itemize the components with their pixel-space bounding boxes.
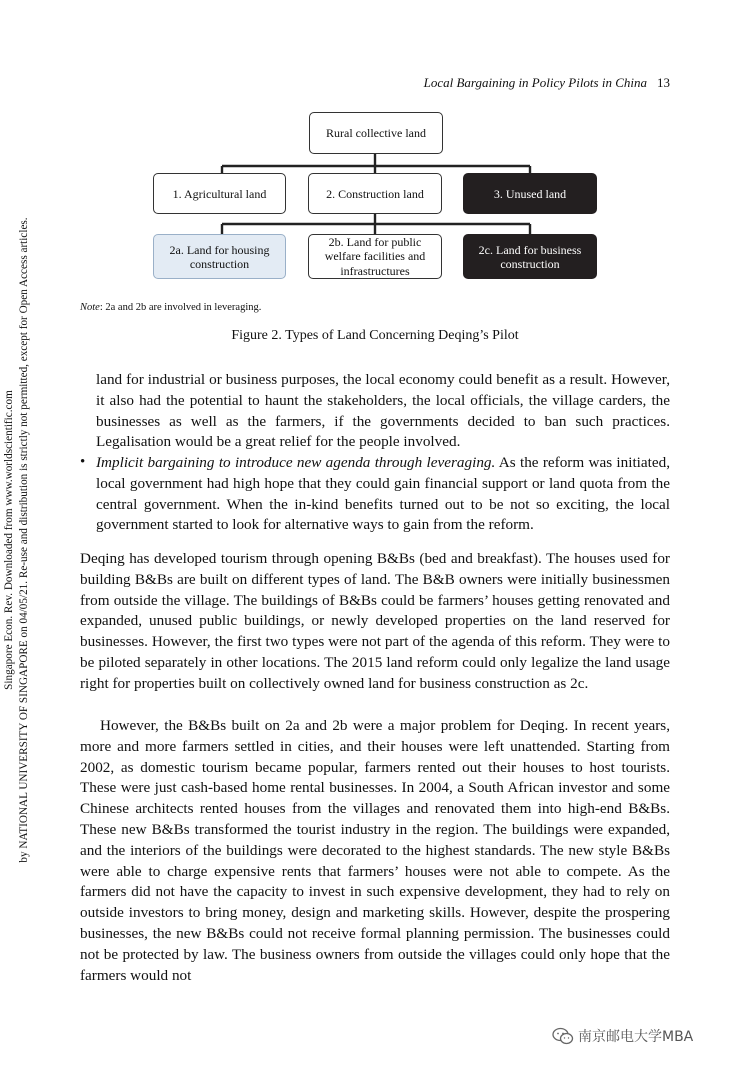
running-title: Local Bargaining in Policy Pilots in China: [423, 75, 647, 90]
note-text: : 2a and 2b are involved in leveraging.: [99, 302, 262, 313]
note-label: Note: [80, 302, 100, 313]
watermark: [552, 1026, 693, 1046]
node-construction-land: 2. Construction land: [308, 173, 442, 214]
node-housing-construction: 2a. Land for housing construction: [153, 234, 286, 279]
node-agricultural-land: 1. Agricultural land: [153, 173, 286, 214]
sidebar-line-2: by NATIONAL UNIVERSITY OF SINGAPORE on 04/05/21. Re-use and distribution is strictly not permitted, except for Open Access articles.: [18, 217, 30, 863]
paragraph-deqing-tourism: Deqing has developed tourism through opening B&Bs (bed and breakfast). The houses used for building B&Bs are built on different types of land. The B&B owners were initially businessmen from outside the village. The buildings of B&Bs could be farmers’ houses getting renovated and expanded, unused public buildings, or newly developed properties on the land reserved for businesses. However, the first two types were not part of the agenda of this reform. They were to be piloted separately in other locations. The 2015 land reform could only legalize the land usage right for properties built on collectively owned land for business construction as 2c.: [80, 550, 670, 692]
figure-caption: Figure 2. Types of Land Concerning Deqing’s Pilot: [231, 328, 519, 343]
paragraph-bnb-problem: However, the B&Bs built on 2a and 2b were a major problem for Deqing. In recent years, more and more farmers settled in cities, and their houses were left unattended. Starting from 2002, as domestic tourism became popular, farmers rented out their houses to host tourists. These were just cash-based home rental businesses. In 2004, a South African investor and some Chinese architects rented houses from the villages and renovated them into high-end B&Bs. These new B&Bs transformed the tourist industry in the region. The buildings were expanded, and the interiors of the buildings were decorated to the highest standards. The new style B&Bs were able to charge expensive rents that farmers’ houses were not able to compete. As the farmers did not have the capacity to invest in such expensive development, they had to rely on outside investors to bring money, design and marketing skills. However, despite the prospering businesses, the new B&Bs could not receive formal planning permission. The businesses could not be protected by law. The business owners from outside the villages could only hope that the farmers would not: [80, 717, 670, 984]
node-public-welfare: 2b. Land for public welfare facilities and infrastructures: [308, 234, 442, 279]
wechat-icon: [552, 1027, 574, 1045]
page-number: 13: [657, 75, 670, 90]
running-header: [400, 75, 670, 91]
watermark-text: 南京邮电大学MBA: [578, 1029, 694, 1045]
node-business-construction: 2c. Land for business construction: [463, 234, 597, 279]
paragraph-bullet-implicit-bargaining: [96, 453, 670, 536]
land-types-diagram: [140, 112, 620, 284]
bullet-marker: •: [80, 454, 86, 470]
node-rural-collective-land: Rural collective land: [309, 112, 443, 154]
sidebar-download-notice: [2, 185, 42, 895]
bullet-text: As the reform was initiated, local government had high hope that they could gain financial support or land quota from the central government. When the in-kind benefits turned out to be not so exciting, the local government started to look for alternative ways to gain from the reform.: [96, 454, 670, 534]
paragraph-bullet-continuation: land for industrial or business purposes, the local economy could benefit as a result. However, it also had the potential to haunt the stakeholders, the local officials, the village carders, the businesses as well as the farmers, if the governments decided to ban such practices. Legalisation would be a great relief for the people involved.: [96, 371, 670, 451]
sidebar-line-1: Singapore Econ. Rev. Downloaded from www.worldscientific.com: [3, 390, 15, 690]
node-unused-land: 3. Unused land: [463, 173, 597, 214]
bullet-heading: Implicit bargaining to introduce new agenda through leveraging.: [96, 454, 496, 471]
figure-note: [80, 302, 261, 313]
